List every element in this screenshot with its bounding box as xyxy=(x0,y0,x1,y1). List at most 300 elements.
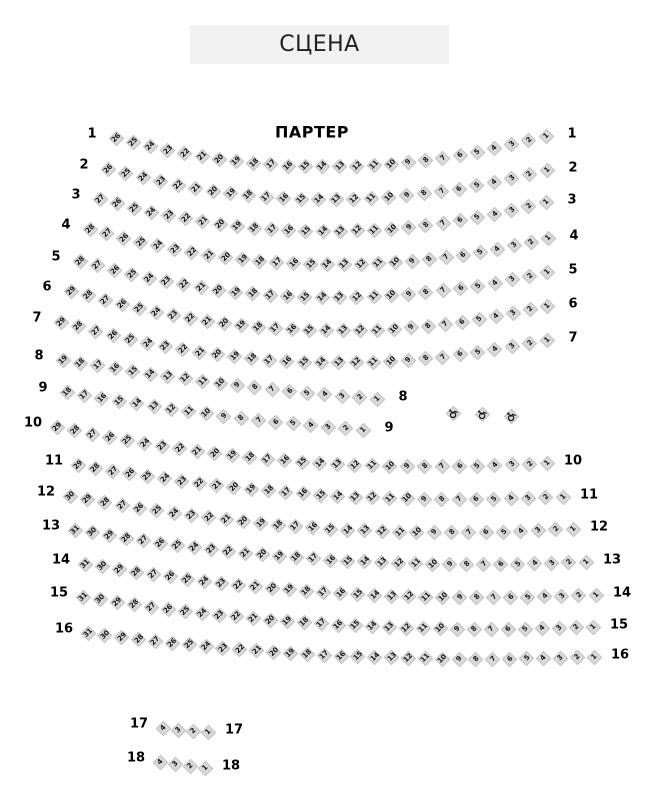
seat-row6-n27[interactable] xyxy=(97,293,113,309)
seat-row10-n5[interactable] xyxy=(469,458,485,474)
seat-row8-n15[interactable] xyxy=(125,363,141,379)
seat-row12-n23[interactable] xyxy=(183,508,199,524)
seat-row6-n26[interactable] xyxy=(114,297,130,313)
seat-number: 10 xyxy=(387,322,400,335)
seat-row2-n7[interactable] xyxy=(434,184,450,200)
seat-row5-n20[interactable] xyxy=(210,282,226,298)
seat-number: 27 xyxy=(149,634,162,647)
seat-row10-n2[interactable] xyxy=(522,456,538,472)
seat-row3-n1[interactable] xyxy=(538,194,554,210)
seat-number: 6 xyxy=(496,559,505,569)
seat-row12-n8[interactable] xyxy=(444,525,460,541)
seat-number: 16 xyxy=(287,256,300,269)
seat-row10-n1[interactable] xyxy=(539,455,555,471)
seat-row11-n24[interactable] xyxy=(157,471,173,487)
seat-row16-n30[interactable] xyxy=(97,627,113,643)
seat-row9-n1[interactable] xyxy=(355,422,371,438)
seat-row7-n8[interactable] xyxy=(418,351,434,367)
seat-row5-n10[interactable] xyxy=(383,288,399,304)
seat-row10-n18[interactable] xyxy=(242,449,258,465)
seat-row7-n20[interactable] xyxy=(209,347,225,363)
seat-row15-n1[interactable] xyxy=(585,619,601,635)
seat-number: 26 xyxy=(117,231,130,244)
seat-row7-n11[interactable] xyxy=(365,354,381,370)
seat-row12-n28[interactable] xyxy=(97,494,113,510)
seat-row4-n23[interactable] xyxy=(167,241,183,257)
seat-row2-n20[interactable] xyxy=(205,183,221,199)
seat-row1-n14[interactable] xyxy=(314,159,330,175)
seat-row5-n21[interactable] xyxy=(193,280,209,296)
seat-row4-n10[interactable] xyxy=(387,255,403,271)
seat-row4-n27[interactable] xyxy=(99,226,115,242)
seat-row3-n5[interactable] xyxy=(469,210,485,226)
seat-row1-n9[interactable] xyxy=(400,155,416,171)
seat-row2-n11[interactable] xyxy=(363,190,379,206)
seat-number: 25 xyxy=(134,235,147,248)
seat-row6-n1[interactable] xyxy=(539,298,555,314)
seat-number: 12 xyxy=(347,192,360,205)
seat-row7-n28[interactable] xyxy=(70,319,86,335)
seat-number: 17 xyxy=(263,288,276,301)
wheelchair-icon xyxy=(475,407,489,421)
seat-row14-n1[interactable] xyxy=(588,587,604,603)
seat-row7-n27[interactable] xyxy=(88,324,104,340)
seat-row3-n21[interactable] xyxy=(195,214,211,230)
wheelchair-seat-3[interactable] xyxy=(503,408,519,424)
row-18-label-left: 18 xyxy=(126,750,146,766)
seat-number: 26 xyxy=(106,328,119,341)
seat-row11-n25[interactable] xyxy=(139,468,155,484)
seat-row9-n16[interactable] xyxy=(94,390,110,406)
seat-row12-n26[interactable] xyxy=(131,500,147,516)
seat-row9-n18[interactable] xyxy=(59,384,75,400)
seat-row6-n22[interactable] xyxy=(182,311,198,327)
seat-number: 19 xyxy=(234,318,247,331)
seat-number: 18 xyxy=(74,356,87,369)
wheelchair-seat-2[interactable] xyxy=(474,407,490,423)
seat-row9-n17[interactable] xyxy=(76,387,92,403)
seat-row1-n24[interactable] xyxy=(142,139,158,155)
seat-row12-n25[interactable] xyxy=(149,503,165,519)
seat-row11-n22[interactable] xyxy=(191,476,207,492)
seat-row16-n31[interactable] xyxy=(80,625,96,641)
seat-number: 27 xyxy=(98,293,111,306)
seat-row3-n7[interactable] xyxy=(435,215,451,231)
seat-row11-n16[interactable] xyxy=(295,486,311,502)
seat-row7-n29[interactable] xyxy=(53,314,69,330)
seat-number: 29 xyxy=(115,630,128,643)
seat-row8-n1[interactable] xyxy=(369,391,385,407)
seat-row10-n7[interactable] xyxy=(434,459,450,475)
seat-row11-n1[interactable] xyxy=(555,489,571,505)
seat-number: 13 xyxy=(333,159,346,173)
seat-row1-n1[interactable] xyxy=(538,128,554,144)
seat-row10-n9[interactable] xyxy=(399,459,415,475)
seat-row2-n8[interactable] xyxy=(416,186,432,202)
seat-row12-n29[interactable] xyxy=(79,491,95,507)
seat-row13-n30[interactable] xyxy=(84,525,100,541)
seat-row11-n6[interactable] xyxy=(468,492,484,508)
seat-row3-n26[interactable] xyxy=(109,196,125,212)
seat-row1-n19[interactable] xyxy=(228,154,244,170)
seat-row15-n28[interactable] xyxy=(126,597,142,613)
seat-row1-n12[interactable] xyxy=(349,158,365,174)
row-5-label-right: 5 xyxy=(568,262,578,278)
seat-number: 9 xyxy=(218,410,228,420)
seat-row12-n6[interactable] xyxy=(478,524,494,540)
seat-row1-n22[interactable] xyxy=(177,146,193,162)
seat-row12-n30[interactable] xyxy=(62,488,78,504)
seat-number: 18 xyxy=(262,484,275,497)
seat-row5-n9[interactable] xyxy=(401,287,417,303)
seat-row15-n30[interactable] xyxy=(92,592,108,608)
seat-row3-n10[interactable] xyxy=(384,221,400,237)
seat-row3-n23[interactable] xyxy=(161,208,177,224)
seat-row3-n24[interactable] xyxy=(143,204,159,220)
seat-number: 6 xyxy=(471,494,481,504)
seat-number: 14 xyxy=(143,367,156,380)
seat-row14-n8[interactable] xyxy=(469,590,485,606)
seat-row8-n14[interactable] xyxy=(142,366,158,382)
seat-row5-n25[interactable] xyxy=(124,266,140,282)
seat-row6-n25[interactable] xyxy=(131,301,147,317)
seat-row5-n22[interactable] xyxy=(176,277,192,293)
seat-row5-n13[interactable] xyxy=(331,290,347,306)
seat-row4-n26[interactable] xyxy=(116,230,132,246)
seat-row1-n13[interactable] xyxy=(332,159,348,175)
row-7-label-left: 7 xyxy=(32,310,42,326)
seat-row2-n24[interactable] xyxy=(135,170,151,186)
seat-number: 6 xyxy=(455,283,465,293)
seat-row9-n14[interactable] xyxy=(129,396,145,412)
seat-number: 28 xyxy=(129,565,142,578)
seat-row9-n12[interactable] xyxy=(163,401,179,417)
seat-row2-n1[interactable] xyxy=(539,162,555,178)
seat-number: 21 xyxy=(196,214,209,227)
seat-row11-n27[interactable] xyxy=(105,463,121,479)
seat-number: 28 xyxy=(88,461,102,474)
seat-number: 15 xyxy=(304,257,317,270)
seat-row4-n22[interactable] xyxy=(184,244,200,260)
seat-row2-n12[interactable] xyxy=(346,191,362,207)
seat-row13-n31[interactable] xyxy=(67,522,83,538)
seat-row5-n5[interactable] xyxy=(470,278,486,294)
seat-row3-n27[interactable] xyxy=(92,191,108,207)
seat-row14-n9[interactable] xyxy=(452,590,468,606)
seat-number: 27 xyxy=(93,192,106,205)
seat-number: 29 xyxy=(50,420,63,433)
seat-row13-n29[interactable] xyxy=(101,528,117,544)
seat-row5-n28[interactable] xyxy=(72,253,88,269)
seat-number: 24 xyxy=(136,170,149,184)
seat-row7-n3[interactable] xyxy=(504,339,520,355)
seat-row5-n27[interactable] xyxy=(89,258,105,274)
seat-row4-n11[interactable] xyxy=(370,256,386,272)
seat-row4-n25[interactable] xyxy=(133,234,149,250)
seat-number: 2 xyxy=(188,726,198,736)
seat-row7-n14[interactable] xyxy=(313,354,329,370)
seat-number: 3 xyxy=(506,205,516,215)
seat-row3-n11[interactable] xyxy=(366,222,382,238)
seat-row4-n5[interactable] xyxy=(472,244,488,260)
seat-row3-n9[interactable] xyxy=(401,219,417,235)
seat-row1-n11[interactable] xyxy=(366,158,382,174)
seat-row6-n24[interactable] xyxy=(148,304,164,320)
seat-row7-n24[interactable] xyxy=(140,335,156,351)
seat-row5-n7[interactable] xyxy=(435,283,451,299)
seat-number: 11 xyxy=(367,158,380,171)
seat-row2-n13[interactable] xyxy=(328,191,344,207)
seat-row13-n27[interactable] xyxy=(135,533,151,549)
seat-row6-n11[interactable] xyxy=(369,322,385,338)
seat-number: 4 xyxy=(537,623,547,633)
seat-row10-n8[interactable] xyxy=(417,459,433,475)
seat-row4-n8[interactable] xyxy=(421,251,437,267)
seat-number: 4 xyxy=(489,209,499,218)
seat-row9-n9[interactable] xyxy=(216,408,232,424)
seat-row2-n18[interactable] xyxy=(240,187,256,203)
seat-number: 4 xyxy=(506,493,516,503)
seat-row10-n21[interactable] xyxy=(189,443,205,459)
seat-row10-n28[interactable] xyxy=(67,423,83,439)
seat-row3-n13[interactable] xyxy=(332,223,348,239)
seat-row8-n12[interactable] xyxy=(177,371,193,387)
seat-row9-n7[interactable] xyxy=(251,412,267,428)
wheelchair-seat-1[interactable] xyxy=(445,405,461,421)
seat-row14-n31[interactable] xyxy=(77,556,93,572)
seat-number: 12 xyxy=(348,458,361,471)
seat-row16-n6[interactable] xyxy=(502,651,518,667)
seat-number: 17 xyxy=(317,648,330,661)
seat-row11-n28[interactable] xyxy=(87,460,103,476)
seat-row10-n26[interactable] xyxy=(102,429,118,445)
seat-row10-n27[interactable] xyxy=(84,426,100,442)
seat-row5-n11[interactable] xyxy=(366,289,382,305)
seat-row1-n26[interactable] xyxy=(108,130,124,146)
seat-row15-n27[interactable] xyxy=(143,599,159,615)
seat-row3-n22[interactable] xyxy=(178,211,194,227)
seat-row10-n24[interactable] xyxy=(137,435,153,451)
seat-row1-n8[interactable] xyxy=(418,153,434,169)
seat-row12-n2[interactable] xyxy=(548,522,564,538)
seat-row2-n26[interactable] xyxy=(100,161,116,177)
seat-row1-n23[interactable] xyxy=(160,142,176,158)
seat-row2-n9[interactable] xyxy=(399,188,415,204)
seat-row14-n29[interactable] xyxy=(111,562,127,578)
seat-row7-n10[interactable] xyxy=(383,353,399,369)
seat-row11-n3[interactable] xyxy=(520,490,536,506)
seat-row6-n6[interactable] xyxy=(454,314,470,330)
seat-row14-n7[interactable] xyxy=(486,590,502,606)
seat-row14-n4[interactable] xyxy=(537,589,553,605)
seat-row10-n25[interactable] xyxy=(119,432,135,448)
seat-row5-n23[interactable] xyxy=(158,274,174,290)
seat-number: 4 xyxy=(490,277,500,287)
seat-number: 25 xyxy=(124,332,137,345)
seat-row6-n29[interactable] xyxy=(63,283,79,299)
seat-row13-n4[interactable] xyxy=(527,556,543,572)
seat-row7-n7[interactable] xyxy=(435,349,451,365)
seat-row5-n3[interactable] xyxy=(504,272,520,288)
seat-row6-n9[interactable] xyxy=(403,320,419,336)
seat-number: 5 xyxy=(472,212,482,222)
seat-number: 5 xyxy=(472,147,482,157)
seat-row8-n11[interactable] xyxy=(195,373,211,389)
row-10-label-left: 10 xyxy=(23,415,43,431)
seat-row2-n25[interactable] xyxy=(118,166,134,182)
seat-number: 2 xyxy=(524,270,534,280)
seat-row11-n5[interactable] xyxy=(486,491,502,507)
seat-number: 19 xyxy=(236,252,249,265)
seat-row12-n9[interactable] xyxy=(426,525,442,541)
seat-row10-n19[interactable] xyxy=(224,447,240,463)
seat-row6-n7[interactable] xyxy=(437,316,453,332)
seat-number: 6 xyxy=(455,349,465,359)
seat-row6-n8[interactable] xyxy=(420,318,436,334)
seat-number: 17 xyxy=(259,190,272,203)
seat-row8-n9[interactable] xyxy=(229,378,245,394)
seat-row8-n19[interactable] xyxy=(55,352,71,368)
seat-row12-n3[interactable] xyxy=(530,523,546,539)
seat-number: 14 xyxy=(319,323,332,337)
seat-row9-n10[interactable] xyxy=(198,406,214,422)
seat-row2-n10[interactable] xyxy=(381,189,397,205)
seat-number: 8 xyxy=(420,155,430,165)
seat-number: 2 xyxy=(564,557,574,567)
seat-row2-n6[interactable] xyxy=(451,181,467,197)
seat-row10-n29[interactable] xyxy=(49,419,65,435)
seat-row3-n25[interactable] xyxy=(126,200,142,216)
seat-row1-n6[interactable] xyxy=(452,148,468,164)
seat-row5-n26[interactable] xyxy=(107,262,123,278)
seat-number: 18 xyxy=(245,351,258,364)
seat-row8-n16[interactable] xyxy=(107,361,123,377)
seat-row10-n6[interactable] xyxy=(452,459,468,475)
seat-number: 4 xyxy=(491,311,501,321)
seat-row7-n5[interactable] xyxy=(470,345,486,361)
seat-row12-n5[interactable] xyxy=(496,524,512,540)
seat-row7-n13[interactable] xyxy=(331,355,347,371)
seat-row4-n24[interactable] xyxy=(150,238,166,254)
seat-row11-n2[interactable] xyxy=(538,490,554,506)
seat-row14-n3[interactable] xyxy=(554,588,570,604)
seat-row9-n13[interactable] xyxy=(146,398,162,414)
seat-number: 11 xyxy=(196,374,209,387)
seat-row14-n5[interactable] xyxy=(520,589,536,605)
seat-row12-n27[interactable] xyxy=(114,497,130,513)
seat-row10-n15[interactable] xyxy=(294,454,310,470)
seat-row4-n9[interactable] xyxy=(404,253,420,269)
seat-number: 2 xyxy=(523,135,533,145)
seat-number: 5 xyxy=(474,314,484,324)
seat-row7-n6[interactable] xyxy=(452,347,468,363)
seat-row4-n7[interactable] xyxy=(438,249,454,265)
seat-row13-n3[interactable] xyxy=(544,555,560,571)
seat-row18-n1[interactable] xyxy=(197,760,213,776)
seat-row17-n1[interactable] xyxy=(200,724,216,740)
seat-row4-n6[interactable] xyxy=(455,247,471,263)
seat-number: 14 xyxy=(130,396,143,410)
seat-row10-n22[interactable] xyxy=(172,441,188,457)
seat-row1-n10[interactable] xyxy=(383,156,399,172)
seat-number: 11 xyxy=(368,223,381,236)
seat-row9-n8[interactable] xyxy=(233,410,249,426)
seat-row7-n1[interactable] xyxy=(539,332,555,348)
seat-row11-n26[interactable] xyxy=(122,466,138,482)
row-1-label-left: 1 xyxy=(87,126,97,142)
seat-row7-n9[interactable] xyxy=(400,352,416,368)
seat-number: 5 xyxy=(523,592,532,601)
seat-row2-n22[interactable] xyxy=(170,177,186,193)
seat-number: 5 xyxy=(521,653,531,663)
seat-row13-n1[interactable] xyxy=(578,554,594,570)
seat-row5-n8[interactable] xyxy=(418,285,434,301)
seat-row7-n2[interactable] xyxy=(522,336,538,352)
seat-row6-n23[interactable] xyxy=(165,308,181,324)
seat-row1-n7[interactable] xyxy=(435,150,451,166)
seat-row4-n1[interactable] xyxy=(540,230,556,246)
seat-row5-n12[interactable] xyxy=(349,289,365,305)
seat-row6-n4[interactable] xyxy=(488,309,504,325)
seat-number: 8 xyxy=(420,353,430,363)
seat-row16-n1[interactable] xyxy=(586,649,602,665)
seat-row3-n8[interactable] xyxy=(418,218,434,234)
seat-row4-n28[interactable] xyxy=(82,221,98,237)
seat-row11-n29[interactable] xyxy=(70,457,86,473)
seat-row13-n5[interactable] xyxy=(510,556,526,572)
row-8-label-left: 8 xyxy=(34,348,44,364)
seat-row16-n29[interactable] xyxy=(114,629,130,645)
seat-row8-n17[interactable] xyxy=(90,358,106,374)
seat-row5-n24[interactable] xyxy=(141,270,157,286)
seat-row10-n23[interactable] xyxy=(154,438,170,454)
seat-row12-n4[interactable] xyxy=(513,524,529,540)
seat-row1-n25[interactable] xyxy=(125,135,141,151)
seat-row14-n30[interactable] xyxy=(94,559,110,575)
seat-row2-n21[interactable] xyxy=(188,180,204,196)
seat-row15-n3[interactable] xyxy=(551,620,567,636)
seat-row4-n21[interactable] xyxy=(201,247,217,263)
seat-row8-n18[interactable] xyxy=(72,355,88,371)
seat-row1-n21[interactable] xyxy=(194,149,210,165)
seat-row12-n1[interactable] xyxy=(565,521,581,537)
seat-row10-n3[interactable] xyxy=(504,457,520,473)
seat-row2-n23[interactable] xyxy=(153,174,169,190)
seat-row7-n25[interactable] xyxy=(122,332,138,348)
seat-row6-n10[interactable] xyxy=(386,321,402,337)
seat-number: 27 xyxy=(136,533,149,546)
seat-row9-n15[interactable] xyxy=(111,393,127,409)
seat-row2-n17[interactable] xyxy=(258,189,274,205)
seat-row6-n28[interactable] xyxy=(80,288,96,304)
seat-row5-n1[interactable] xyxy=(539,264,555,280)
seat-row10-n4[interactable] xyxy=(487,458,503,474)
seat-row6-n5[interactable] xyxy=(471,312,487,328)
seat-row15-n5[interactable] xyxy=(517,621,533,637)
seat-row5-n6[interactable] xyxy=(453,281,469,297)
seat-number: 18 xyxy=(60,385,73,398)
seat-row8-n7[interactable] xyxy=(264,382,280,398)
seat-number: 8 xyxy=(436,494,446,504)
seat-row7-n23[interactable] xyxy=(157,339,173,355)
seat-number: 4 xyxy=(489,460,499,470)
seat-row15-n31[interactable] xyxy=(75,589,91,605)
seat-row10-n17[interactable] xyxy=(259,451,275,467)
seat-row7-n26[interactable] xyxy=(105,328,121,344)
seat-row10-n20[interactable] xyxy=(207,445,223,461)
seat-row7-n22[interactable] xyxy=(175,342,191,358)
seat-number: 4 xyxy=(489,143,499,153)
